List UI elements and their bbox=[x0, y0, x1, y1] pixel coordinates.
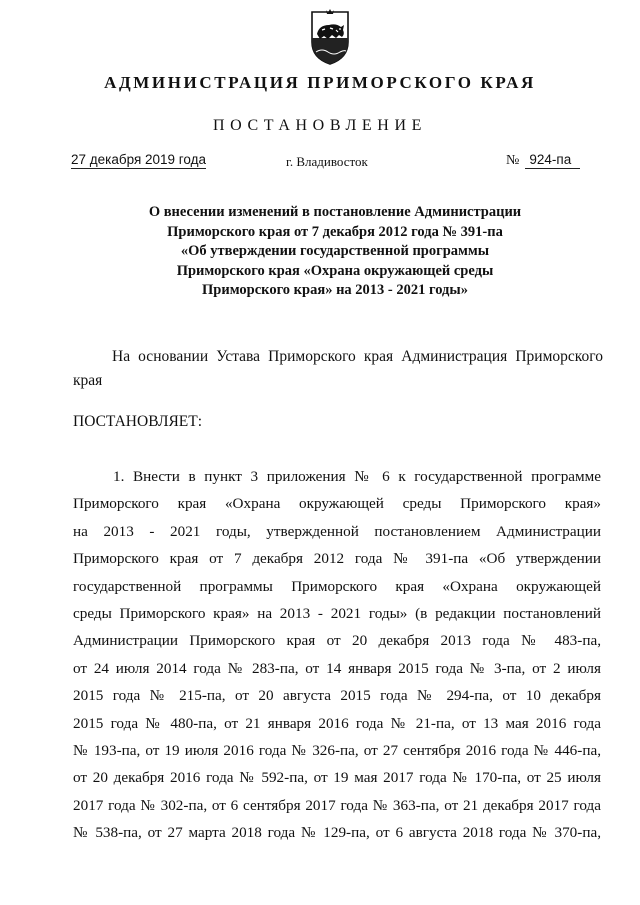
document-number bbox=[506, 152, 580, 169]
subject-line: Приморского края» на 2013 - 2021 годы» bbox=[202, 282, 468, 298]
number-value: 924-па bbox=[525, 152, 580, 169]
document-date: 27 декабря 2019 года bbox=[71, 152, 207, 167]
primorsky-krai-coat-of-arms-icon bbox=[302, 8, 358, 66]
agency-title: АДМИНИСТРАЦИЯ ПРИМОРСКОГО КРАЯ bbox=[104, 73, 536, 92]
paragraph-line: Приморского края «Охрана окружающей среды Приморского края» bbox=[73, 495, 601, 513]
document-subject bbox=[0, 203, 640, 301]
paragraph-line: государственной программы Приморского края «Охрана окружающей bbox=[73, 577, 601, 595]
subject-line: О внесении изменений в постановление Администрации bbox=[148, 204, 522, 220]
subject-line: Приморского края от 7 декабря 2012 года № 391-па bbox=[167, 223, 503, 240]
paragraph-line: 2017 года № 302-па, от 6 сентября 2017 года № 363-па, от 21 декабря 2017 года bbox=[73, 796, 601, 814]
paragraph-line: от 20 декабря 2016 года № 592-па, от 19 мая 2017 года № 170-па, от 25 июля bbox=[73, 769, 601, 787]
paragraph-line: среды Приморского края» на 2013 - 2021 годы» (в редакции постановлений bbox=[73, 604, 601, 622]
document-type: ПОСТАНОВЛЕНИЕ bbox=[213, 117, 427, 134]
main-paragraph bbox=[73, 465, 601, 848]
number-sign: № bbox=[506, 153, 520, 168]
subject-line: Приморского края «Охрана окружающей среды bbox=[176, 262, 494, 279]
paragraph-line: на 2013 - 2021 годы, утвержденной постановлением Администрации bbox=[73, 522, 601, 540]
decree-heading: ПОСТАНОВЛЯЕТ: bbox=[73, 413, 203, 430]
paragraph-line: от 24 июля 2014 года № 283-па, от 14 января 2015 года № 3-па, от 2 июля bbox=[73, 659, 601, 677]
paragraph-line: края bbox=[73, 372, 103, 389]
paragraph-line: № 538-па, от 27 марта 2018 года № 129-па, от 6 августа 2018 года № 370-па, bbox=[73, 824, 601, 842]
paragraph-line: На основании Устава Приморского края Администрация Приморского bbox=[112, 348, 603, 365]
paragraph-line: № 193-па, от 19 июля 2016 года № 326-па, от 27 сентября 2016 года № 446-па, bbox=[73, 741, 601, 759]
subject-line: «Об утверждении государственной программы bbox=[180, 243, 490, 259]
paragraph-line: Приморского края от 7 декабря 2012 года № 391-па «Об утверждении bbox=[73, 550, 601, 568]
paragraph-line: 2015 года № 480-па, от 21 января 2016 года № 21-па, от 13 мая 2016 года bbox=[73, 714, 601, 732]
basis-paragraph bbox=[73, 345, 603, 393]
paragraph-line: Администрации Приморского края от 20 декабря 2013 года № 483-па, bbox=[73, 632, 601, 650]
paragraph-line: 2015 года № 215-па, от 20 августа 2015 года № 294-па, от 10 декабря bbox=[73, 687, 601, 705]
paragraph-line: 1. Внести в пункт 3 приложения № 6 к государственной программе bbox=[113, 468, 601, 485]
document-city: г. Владивосток bbox=[286, 154, 368, 169]
